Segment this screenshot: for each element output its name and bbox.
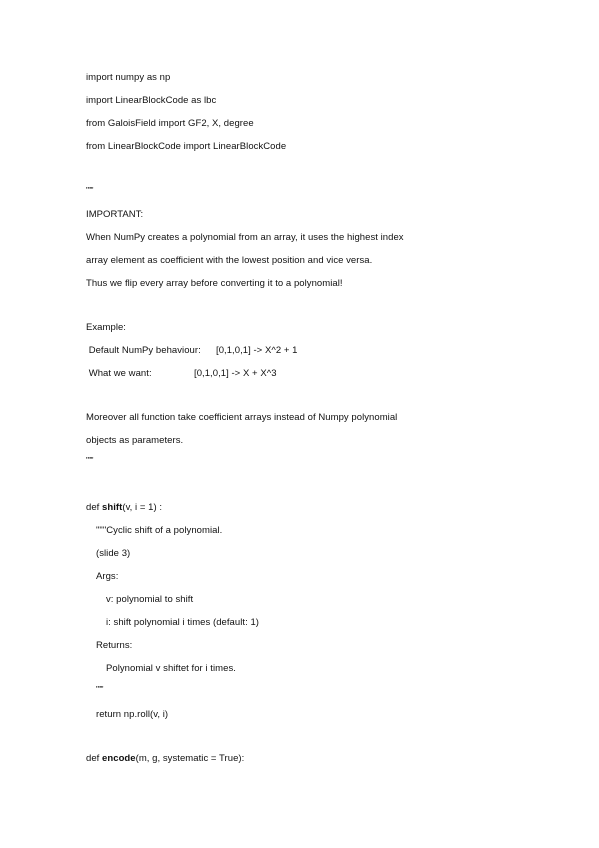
shift-doc-arg-v: v: polynomial to shift: [106, 594, 194, 605]
example-default-label: Default NumPy behaviour:: [86, 345, 201, 356]
encode-def-line: [86, 753, 244, 765]
moreover-line-1: Moreover all function take coefficient arrays instead of Numpy polynomial: [86, 412, 398, 423]
encode-def-keyword: def: [86, 753, 103, 764]
example-heading: Example:: [86, 322, 127, 333]
shift-def-keyword: def: [86, 502, 103, 513]
import-line-galoisfield: from GaloisField import GF2, X, degree: [86, 118, 254, 129]
important-heading: IMPORTANT:: [86, 209, 144, 220]
moreover-line-2: objects as parameters.: [86, 435, 184, 446]
important-line-2: array element as coefficient with the lowest position and vice versa.: [86, 255, 373, 266]
docstring-open: """: [86, 186, 94, 195]
shift-doc-returns: Returns:: [96, 640, 133, 651]
docstring-close: """: [86, 456, 94, 465]
important-line-3: Thus we flip every array before converting it to a polynomial!: [86, 278, 343, 289]
import-line-numpy: import numpy as np: [86, 72, 171, 83]
shift-def-params: (v, i = 1) :: [122, 502, 163, 513]
shift-return-statement: return np.roll(v, i): [96, 709, 169, 720]
example-default-value: [0,1,0,1] -> X^2 + 1: [216, 345, 298, 356]
example-want-label: What we want:: [86, 368, 152, 379]
encode-def-params: (m, g, systematic = True):: [135, 753, 245, 764]
example-want-value: [0,1,0,1] -> X + X^3: [194, 368, 277, 379]
important-line-1: When NumPy creates a polynomial from an array, it uses the highest index: [86, 232, 404, 243]
shift-doc-arg-i: i: shift polynomial i times (default: 1): [106, 617, 260, 628]
shift-doc-returns-desc: Polynomial v shiftet for i times.: [106, 663, 236, 674]
encode-function-name: encode: [102, 753, 136, 764]
shift-doc-close: """: [96, 685, 104, 694]
shift-def-line: [86, 502, 162, 514]
import-line-linearblockcode: from LinearBlockCode import LinearBlockCode: [86, 141, 287, 152]
shift-function-name: shift: [102, 502, 123, 513]
shift-doc-args: Args:: [96, 571, 119, 582]
shift-doc-slide: (slide 3): [96, 548, 131, 559]
shift-doc-first: """Cyclic shift of a polynomial.: [96, 525, 223, 536]
import-line-lbc: import LinearBlockCode as lbc: [86, 95, 217, 106]
